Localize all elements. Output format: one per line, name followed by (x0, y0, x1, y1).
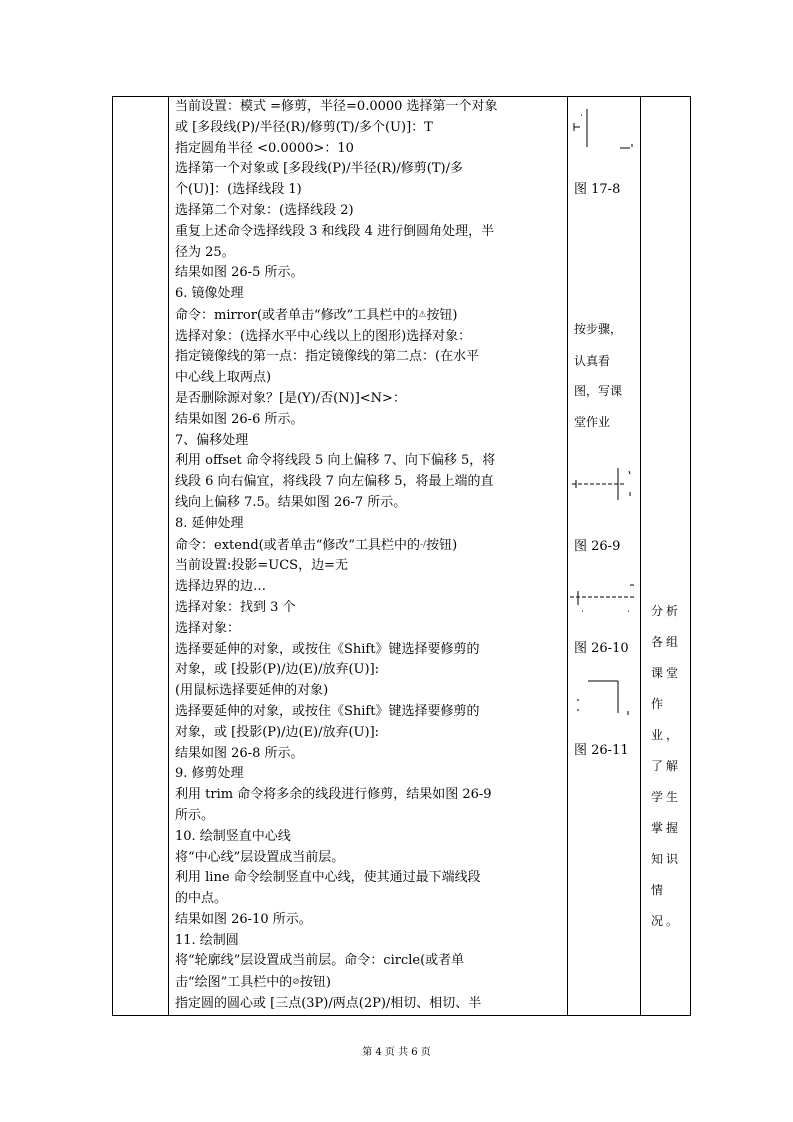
text-line: 对象，或 [投影(P)/边(E)/放弃(U)]: (175, 724, 380, 740)
analysis-column (641, 97, 691, 1016)
text-line: 选择第一个对象或 [多段线(P)/半径(R)/修剪(T)/多 (175, 161, 463, 177)
figure-26-9-sketch (568, 462, 640, 507)
text-line: 选择要延伸的对象，或按住《Shift》键选择要修剪的 (175, 703, 480, 719)
section-heading: 11. 绘制圆 (175, 932, 239, 948)
figure-column (568, 97, 641, 1016)
section-heading: 8. 延伸处理 (175, 515, 244, 531)
text-line: 结果如图 26-6 所示。 (175, 411, 304, 427)
section-heading: 9. 修剪处理 (175, 766, 244, 782)
note-line: 按步骤， (574, 322, 623, 336)
text-line: 利用 offset 命令将线段 5 向上偏移 7、向下偏移 5，将 (175, 453, 496, 469)
text-line: 利用 line 命令绘制竖直中心线，使其通过最下端线段 (175, 870, 481, 886)
procedure-text (169, 97, 567, 1015)
text-line: 当前设置：模式 =修剪，半径=0.0000 选择第一个对象 (175, 99, 498, 114)
analysis-line: 课堂 (651, 666, 682, 680)
text-line: 所示。 (175, 807, 215, 823)
text-line: 当前设置:投影=UCS，边=无 (175, 558, 348, 574)
text-line: 的中点。 (175, 891, 228, 907)
text-line: 选择边界的边… (175, 579, 267, 595)
figure-label: 图 17-8 (574, 182, 621, 197)
text-line: 个(U)]：(选择线段 1) (175, 182, 302, 198)
section-heading: 10. 绘制竖直中心线 (175, 828, 291, 844)
text-line: 将“轮廓线”层设置成当前层。命令：circle(或者单 (175, 953, 465, 969)
text-line: (用鼠标选择要延伸的对象) (175, 683, 329, 699)
text-line: 选择对象：找到 3 个 (175, 599, 296, 615)
extend-icon: -/ (420, 539, 427, 550)
text-line: 选择要延伸的对象，或按住《Shift》键选择要修剪的 (175, 641, 480, 657)
figure-label: 图 26-11 (574, 743, 629, 758)
text-line: 命令：mirror(或者单击“修改”工具栏中的⚠按钮) (175, 305, 561, 327)
text-line: 重复上述命令选择线段 3 和线段 4 进行倒圆角处理，半 (175, 223, 495, 239)
analysis-line: 况。 (651, 914, 682, 928)
note-line: 认真看 (574, 354, 611, 368)
analysis-line: 业， (651, 728, 682, 742)
figure-26-11-sketch (568, 673, 640, 723)
figure-17-8-sketch (568, 101, 640, 156)
analysis-line: 作 (651, 697, 667, 711)
analysis-line: 学生 (651, 790, 682, 804)
empty-column (113, 97, 169, 1016)
analysis-line: 了解 (651, 759, 682, 773)
text-line: 指定镜像线的第一点：指定镜像线的第二点：(在水平 (175, 349, 480, 365)
analysis-line: 分析 (651, 604, 682, 618)
text-line: 命令：extend(或者单击“修改”工具栏中的-/按钮) (175, 535, 561, 557)
text-line: 利用 trim 命令将多余的线段进行修剪，结果如图 26-9 (175, 787, 492, 803)
text-line: 选择对象：(选择水平中心线以上的图形)选择对象： (175, 328, 472, 344)
procedure-cell (169, 97, 568, 1016)
text-line: 线段 6 向右偏宜，将线段 7 向左偏移 5，将最上端的直 (175, 474, 494, 490)
analysis-line: 情 (651, 883, 667, 897)
text-line: 选择对象： (175, 620, 241, 636)
text-line: 径为 25。 (175, 244, 235, 260)
text-line: 或 [多段线(P)/半径(R)/修剪(T)/多个(U)]：T (175, 119, 433, 135)
text-line: 指定圆的圆心或 [三点(3P)/两点(2P)/相切、相切、半 (175, 995, 482, 1011)
lesson-table (112, 96, 691, 1016)
text-line: 结果如图 26-8 所示。 (175, 745, 304, 761)
analysis-line: 掌握 (651, 821, 682, 835)
text-line: 中心线上取两点) (175, 370, 272, 386)
mirror-icon: ⚠ (418, 309, 427, 320)
section-heading: 7、偏移处理 (175, 432, 249, 448)
text-line: 线向上偏移 7.5。结果如图 26-7 所示。 (175, 495, 407, 511)
figure-label: 图 26-9 (574, 539, 621, 554)
text-line: 是否删除源对象？[是(Y)/否(N)]<N>： (175, 391, 406, 407)
text-line: 对象，或 [投影(P)/边(E)/放弃(U)]: (175, 662, 380, 678)
note-line: 图，写课 (574, 384, 623, 398)
analysis-line: 知识 (651, 852, 682, 866)
text-line: 结果如图 26-10 所示。 (175, 911, 312, 927)
analysis-line: 各组 (651, 635, 682, 649)
figure-26-10-sketch (568, 575, 640, 620)
text-line: 指定圆角半径 <0.0000>：10 (175, 140, 354, 156)
text-line: 击“绘图”工具栏中的⊘按钮) (175, 972, 561, 994)
section-heading: 6. 镜像处理 (175, 286, 244, 302)
figure-label: 图 26-10 (574, 641, 629, 656)
text-line: 结果如图 26-5 所示。 (175, 265, 304, 281)
note-line: 堂作业 (574, 415, 611, 429)
text-line: 选择第二个对象：(选择线段 2) (175, 202, 354, 218)
page-footer: 第 4 页 共 6 页 (362, 1047, 431, 1058)
circle-icon: ⊘ (292, 977, 300, 988)
text-line: 将“中心线”层设置成当前层。 (175, 849, 345, 865)
